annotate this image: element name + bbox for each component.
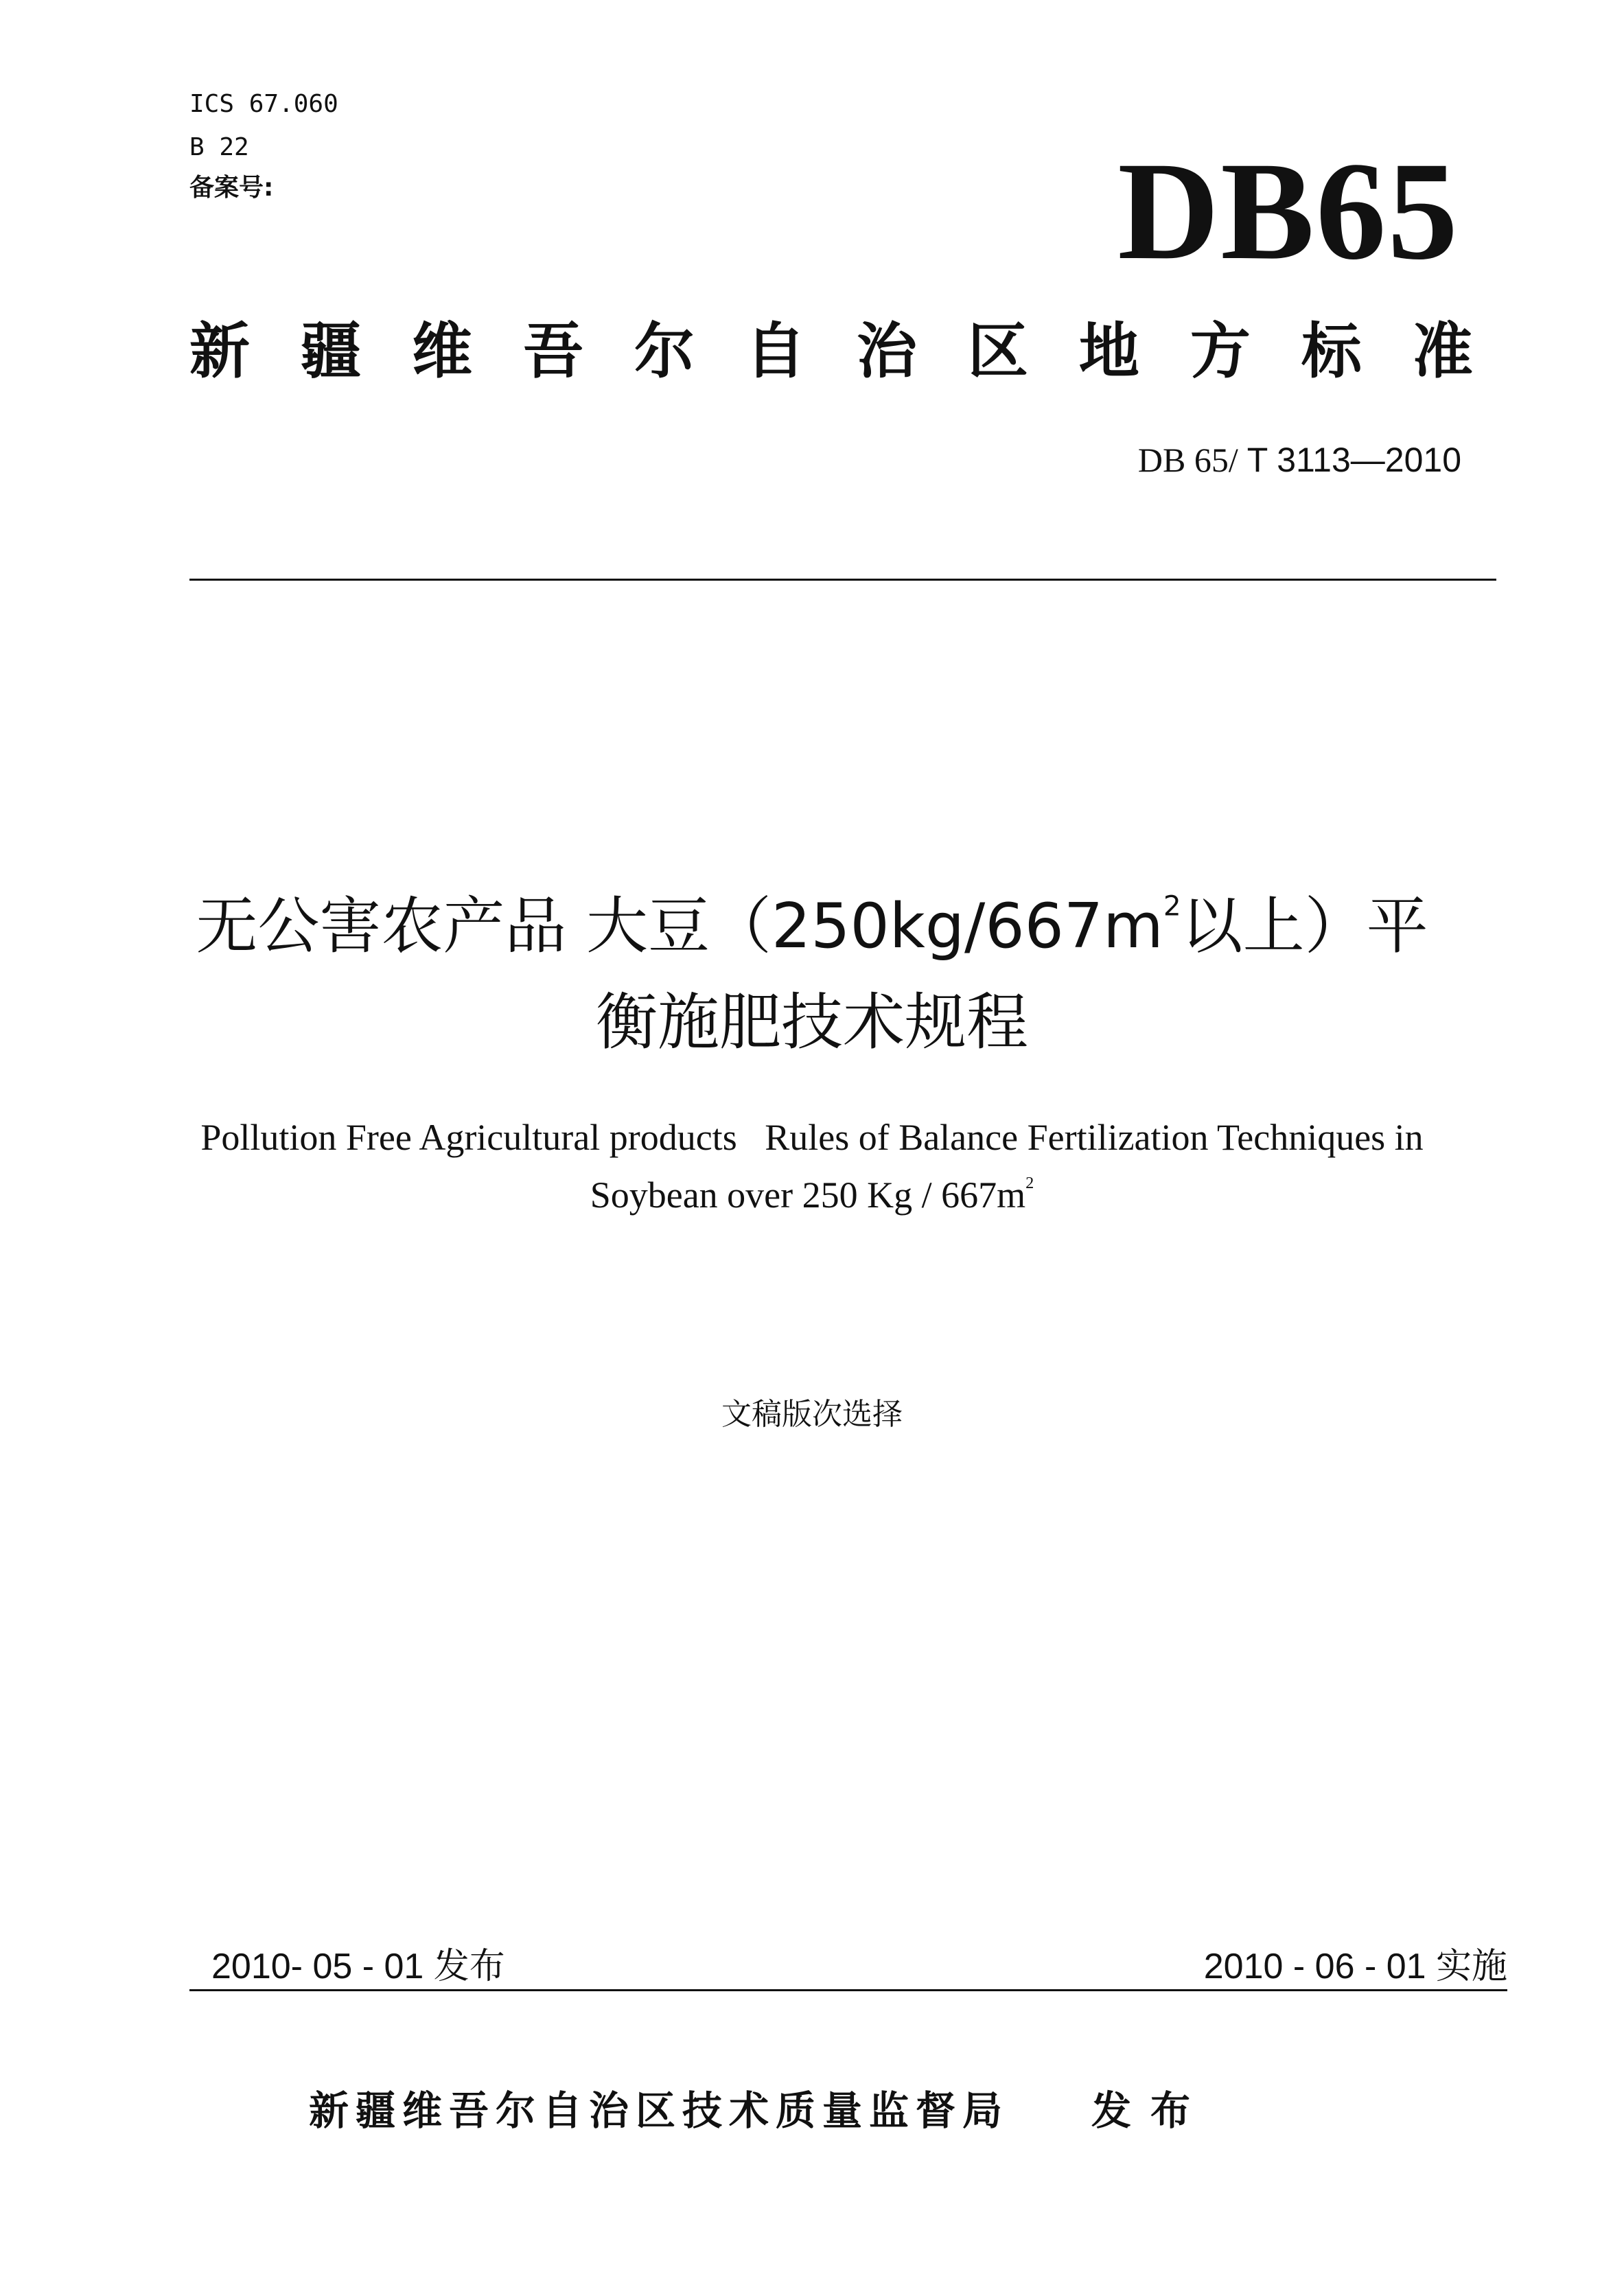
version-note: 文稿版次选择: [721, 1397, 903, 1432]
title-en-line-1: Pollution Free Agricultural products Rules of Balance Fertilization Techniques in: [200, 1117, 1424, 1158]
standard-number-prefix: DB 65/: [1137, 441, 1238, 479]
document-title-zh: [124, 879, 1500, 1071]
title-char: 吾: [522, 316, 583, 386]
standard-type-title: [189, 317, 1473, 386]
standard-number-code: T 3113—2010: [1246, 441, 1461, 479]
title-en-superscript: 2: [1025, 1174, 1034, 1193]
date-divider: [189, 1989, 1507, 1991]
db65-logo: DB65: [1117, 133, 1459, 289]
title-zh-line-1: [124, 879, 1500, 975]
title-en-line-2-text: Soybean over 250 Kg / 667m: [590, 1174, 1026, 1216]
title-char: 标: [1301, 316, 1362, 386]
classification-code: B 22: [189, 133, 249, 161]
title-char: 治: [856, 316, 917, 386]
record-number-label: 备案号:: [189, 174, 274, 202]
issue-date: 2010- 05 - 01 发布: [211, 1947, 505, 1986]
title-char: 新: [189, 316, 251, 386]
title-char: 地: [1078, 316, 1139, 386]
title-char: 自: [745, 316, 806, 386]
publisher-name: 新疆维吾尔自治区技术质量监督局: [309, 2087, 1010, 2134]
title-zh-superscript: 2: [1163, 889, 1181, 923]
title-char: 疆: [300, 316, 361, 386]
publish-label: 发布: [1091, 2087, 1210, 2134]
title-en-line-2: [137, 1166, 1487, 1224]
title-char: 尔: [634, 316, 695, 386]
title-char: 方: [1190, 316, 1251, 386]
title-char: 准: [1412, 316, 1473, 386]
publisher-line: [309, 2087, 1209, 2135]
title-zh-line-2: 衡施肥技术规程: [596, 986, 1028, 1058]
title-zh-line-1-a: 无公害农产品 大豆（250kg/667m: [196, 890, 1163, 962]
header-divider: [189, 579, 1496, 581]
title-char: 维: [411, 316, 472, 386]
title-zh-line-1-b: 以上）平: [1181, 890, 1428, 962]
document-title-en: [137, 1109, 1487, 1224]
standard-number: [1138, 441, 1461, 479]
title-char: 区: [967, 316, 1028, 386]
ics-code: ICS 67.060: [189, 90, 338, 118]
implementation-date: 2010 - 06 - 01 实施: [1203, 1947, 1507, 1986]
